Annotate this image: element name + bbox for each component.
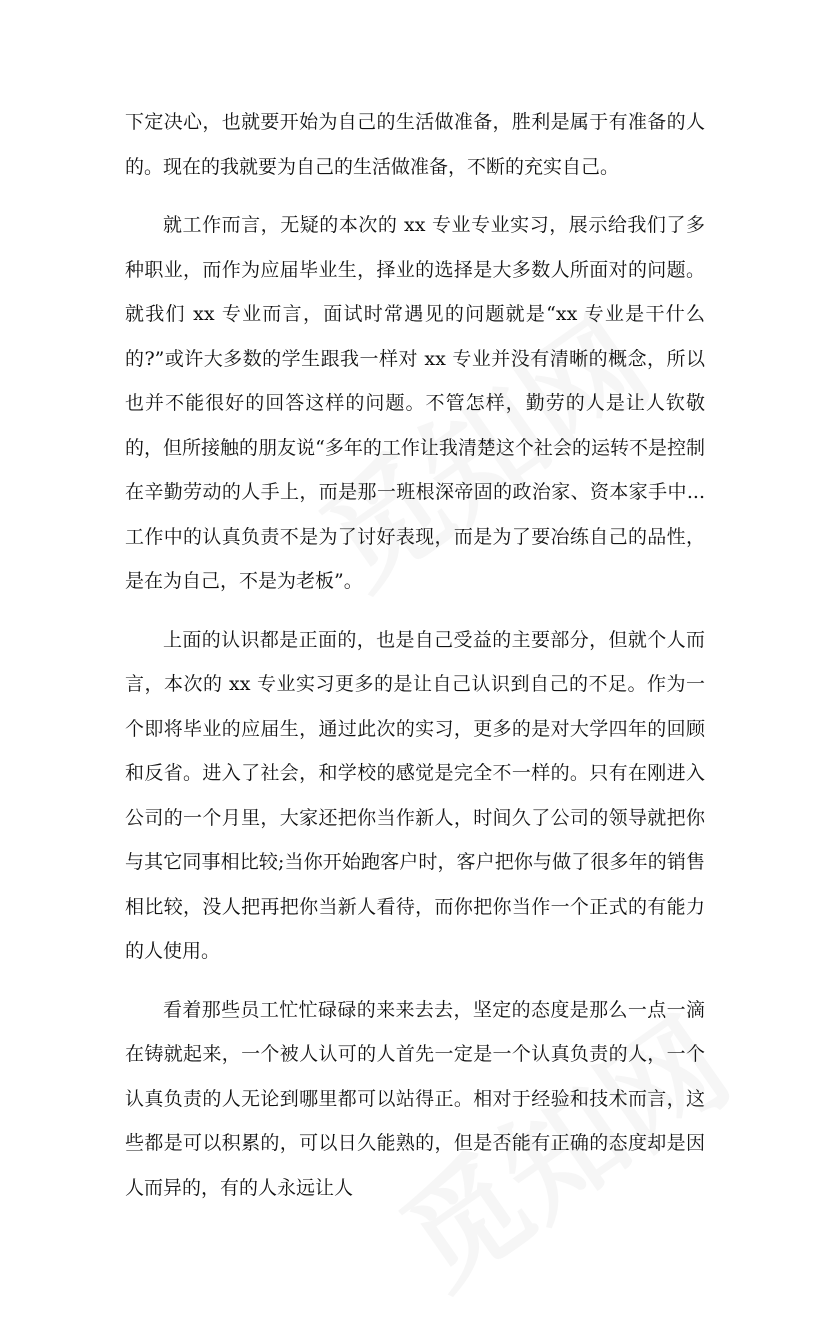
paragraph: 下定决心，也就要开始为自己的生活做准备，胜利是属于有准备的人的。现在的我就要为自己的生活做准备，不断的充实自己。 [125,111,705,178]
paragraph: 上面的认识都是正面的，也是自己受益的主要部分，但就个人而言，本次的 xx 专业实习更多的是让自己认识到自己的不足。作为一个即将毕业的应届生，通过此次的实习，更多的是对大学四年的回顾和反省。进入了社会，和学校的感觉是完全不一样的。只有在刚进入公司的一个月里，大家还把你当作新人，时间久了公司的领导就把你与其它同事相比较;当你开始跑客户时，客户把你与做了很多年的销售相比较，没人把再把你当新人看待，而你把你当作一个正式的有能力的人使用。 [125,628,705,962]
paragraph: 看着那些员工忙忙碌碌的来来去去，坚定的态度是那么一点一滴在铸就起来，一个被人认可的人首先一定是一个认真负责的人，一个认真负责的人无论到哪里都可以站得正。相对于经验和技术而言，这些都是可以积累的，可以日久能熟的，但是否能有正确的态度却是因人而异的，有的人永远让人 [125,998,705,1199]
paragraph: 就工作而言，无疑的本次的 xx 专业专业实习，展示给我们了多种职业，而作为应届毕业生，择业的选择是大多数人所面对的问题。就我们 xx 专业而言，面试时常遇见的问题就是“xx 专业是干什么的?”或许大多数的学生跟我一样对 xx 专业并没有清晰的概念，所以也并不能很好的回答这样的问题。不管怎样，勤劳的人是让人钦敬的，但所接触的朋友说“多年的工作让我清楚这个社会的运转不是控制在辛勤劳动的人手上，而是那一班根深帝固的政治家、资本家手中...工作中的认真负责不是为了讨好表现，而是为了要冶练自己的品性，是在为自己，不是为老板”。 [125,214,705,592]
document-body [125,100,705,1210]
